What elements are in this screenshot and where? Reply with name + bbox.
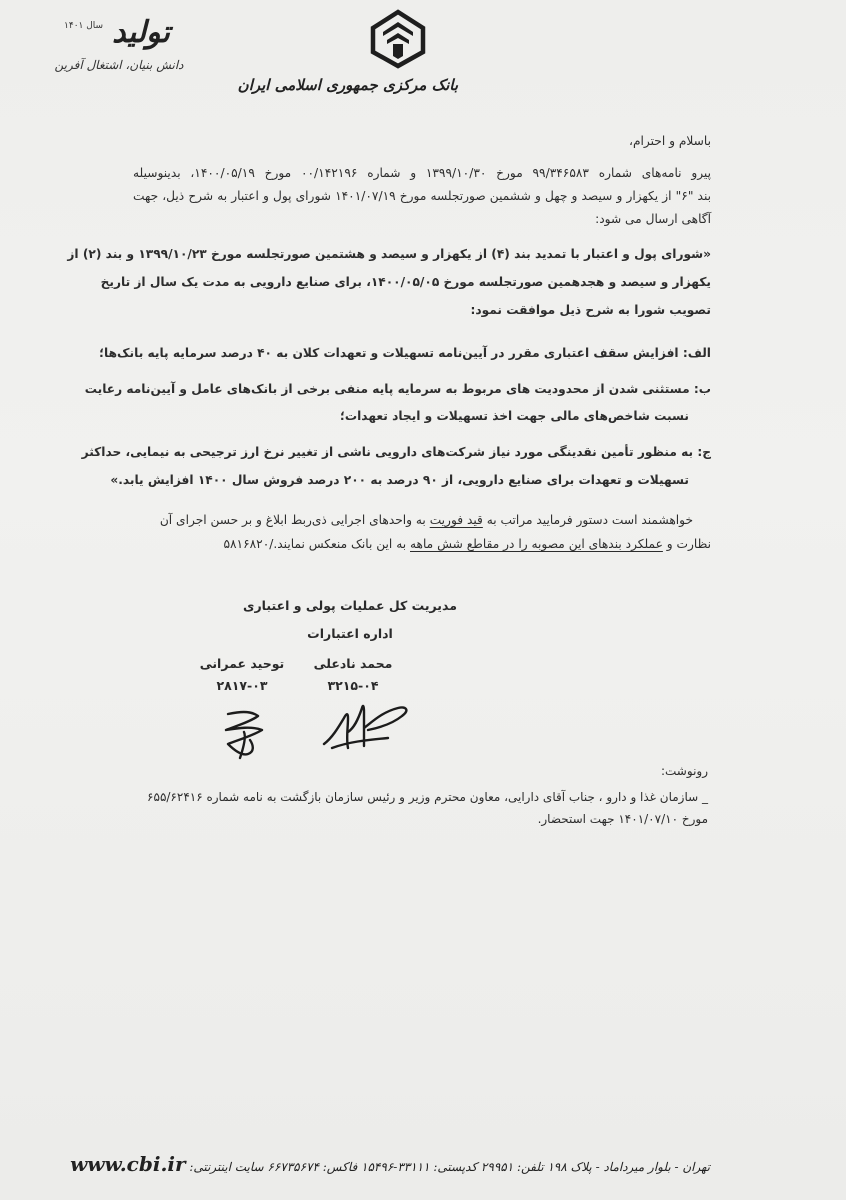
- signer-left-code: ۲۸۱۷-۰۳: [216, 678, 268, 693]
- signer-right-name: محمد نادعلی: [313, 656, 393, 671]
- request-paragraph: [133, 508, 711, 556]
- item-b: [84, 376, 711, 430]
- motto-word: تولید: [112, 15, 170, 50]
- underlined-phrase: عملکرد بندهای این مصوبه را در مقاطع شش ماهه: [410, 537, 663, 551]
- website-link[interactable]: www.cbi.ir: [70, 1152, 186, 1176]
- cc-line: _ سازمان غذا و دارو ، جناب آقای دارایی، معاون محترم وزیر و رئیس سازمان بازگشت به نامه شماره ۶۵۵/۶۲۴۱۶: [147, 790, 708, 804]
- text-segment: خواهشمند است دستور فرمایید مراتب به: [482, 513, 693, 527]
- cc-line: مورخ ۱۴۰۱/۰۷/۱۰ جهت استحضار.: [537, 812, 708, 826]
- text-segment: نظارت و: [662, 537, 711, 551]
- text-line: آگاهی ارسال می شود:: [595, 212, 711, 226]
- text-line: پیرو نامه‌های شماره ۹۹/۳۴۶۵۸۳ مورخ ۱۳۹۹/۱۰/۳۰ و شماره ۰۰/۱۴۲۱۹۶ مورخ ۱۴۰۰/۰۵/۱۹، بدینوسیله: [133, 166, 711, 180]
- resolution-paragraph: [67, 240, 711, 324]
- signature-right-icon: [318, 698, 414, 756]
- text-line: [133, 532, 711, 556]
- signature-department: مدیریت کل عملیات پولی و اعتباری: [243, 598, 457, 613]
- text-line: الف: افزایش سقف اعتباری مقرر در آیین‌نامه تسهیلات و تعهدات کلان به ۴۰ درصد سرمایه پایه بانک‌ها؛: [99, 346, 711, 360]
- intro-paragraph: [133, 162, 711, 231]
- text-line: ج: به منظور تأمین نقدینگی مورد نیاز شرکت‌های دارویی ناشی از تغییر نرخ ارز ترجیحی به نیمایی، حداکثر: [81, 445, 711, 459]
- motto-line: دانش بنیان، اشتغال آفرین: [54, 58, 184, 72]
- cc-title: رونوشت:: [660, 764, 708, 778]
- signature-office: اداره اعتبارات: [307, 626, 393, 641]
- item-a: [99, 342, 711, 365]
- signature-left-icon: [214, 706, 274, 762]
- text-line: نسبت شاخص‌های مالی جهت اخذ تسهیلات و ایجاد تعهدات؛: [339, 409, 689, 423]
- bank-emblem-icon: [367, 8, 429, 70]
- text-line: «شورای پول و اعتبار با تمدید بند (۴) از یکهزار و سیصد و هشتمین صورتجلسه مورخ ۱۳۹۹/۱۰/۲۳ و بند (۲) از: [67, 247, 711, 261]
- signer-left-name: توحید عمرانی: [199, 656, 285, 671]
- motto-year: سال ۱۴۰۱: [64, 21, 104, 31]
- text-line: تسهیلات و تعهدات برای صنایع دارویی، از ۹۰ درصد به ۲۰۰ درصد فروش سال ۱۴۰۰ افزایش یابد.»: [110, 473, 689, 487]
- text-line: [133, 508, 711, 532]
- text-line: بند "۶" از یکهزار و سیصد و چهل و ششمین صورتجلسه مورخ ۱۴۰۱/۰۷/۱۹ شورای پول و اعتبار به شرح ذیل، جهت: [133, 189, 712, 203]
- text-line: تصویب شورا به شرح ذیل موافقت نمود:: [470, 303, 711, 317]
- bank-logo: [237, 8, 458, 118]
- year-motto: [54, 16, 184, 72]
- greeting: باسلام و احترام،: [629, 134, 711, 148]
- signer-right-code: ۳۲۱۵-۰۴: [327, 678, 379, 693]
- text-segment: به این بانک منعکس نمایند./۵۸۱۶۸۲۰: [223, 537, 410, 551]
- item-c: [81, 438, 711, 494]
- text-line: یکهزار و سیصد و هجدهمین صورتجلسه مورخ ۱۴۰۰/۰۵/۰۵، برای صنایع دارویی به مدت یک سال از تاریخ: [100, 275, 711, 289]
- underlined-phrase: قید فوریت: [429, 513, 483, 527]
- bank-name: بانک مرکزی جمهوری اسلامی ایران: [237, 76, 458, 94]
- footer-address: تهران - بلوار میرداماد - پلاک ۱۹۸ تلفن: ۲۹۹۵۱ کدپستی: ۳۳۱۱۱-۱۵۴۹۶ فاکس: ۶۶۷۳۵۶۷۴ سایت اینترنتی:: [189, 1160, 710, 1174]
- text-segment: به واحدهای اجرایی ذی‌ربط ابلاغ و بر حسن اجرای آن: [159, 513, 430, 527]
- footer: [70, 1152, 710, 1176]
- text-line: ب: مستثنی شدن از محدودیت های مربوط به سرمایه پایه منفی برخی از بانک‌های عامل و آیین‌نامه رعایت: [84, 382, 711, 396]
